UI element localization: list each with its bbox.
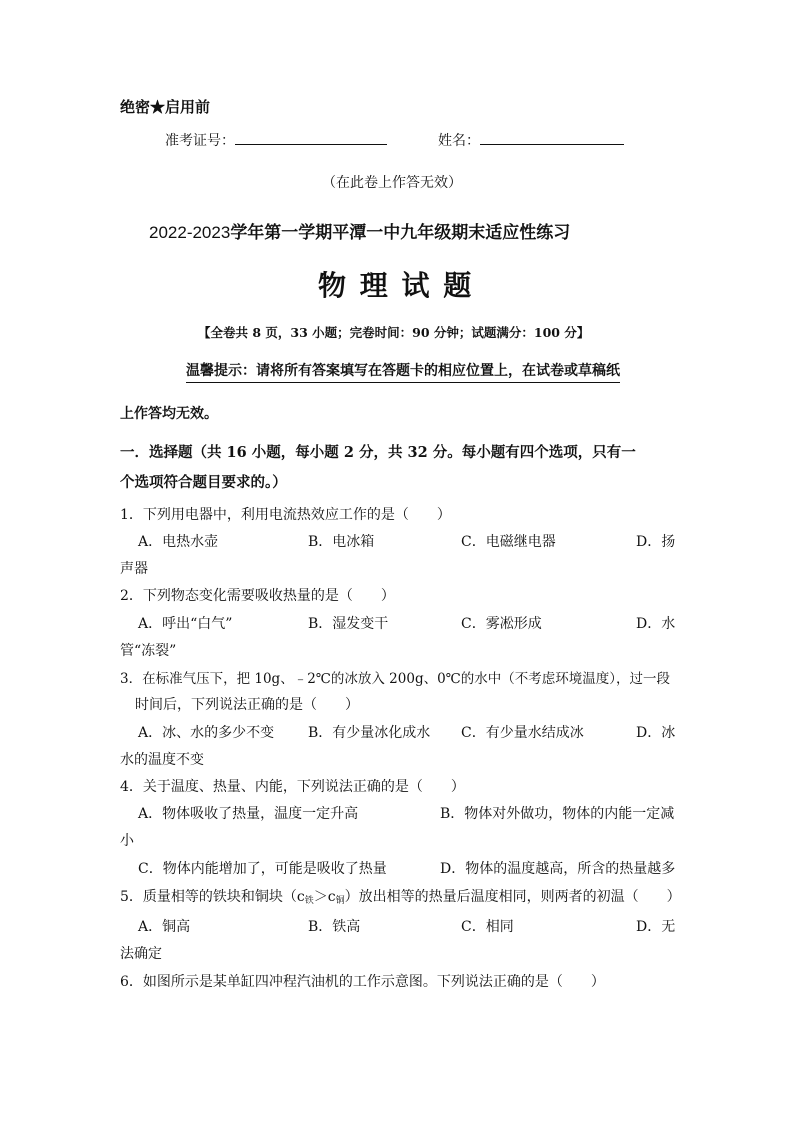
question-1-option-d-wrap: 声器: [120, 561, 148, 577]
question-5-option-d-wrap: 法确定: [120, 946, 162, 962]
question-4-option-a[interactable]: A．物体吸收了热量，温度一定升高: [138, 806, 359, 822]
question-1-option-a[interactable]: A．电热水壶: [138, 534, 219, 550]
name-field[interactable]: [480, 130, 624, 145]
question-1-option-d[interactable]: D．扬: [636, 534, 676, 550]
question-2-option-d-wrap: 管“冻裂”: [120, 643, 177, 659]
question-6-stem: 6．如图所示是某单缸四冲程汽油机的工作示意图。下列说法正确的是（ ）: [120, 974, 605, 990]
question-5-option-a[interactable]: A．铜高: [138, 919, 191, 935]
question-5-option-b[interactable]: B．铁高: [308, 919, 361, 935]
question-2-stem: 2．下列物态变化需要吸收热量的是（ ）: [120, 588, 395, 604]
question-5-option-d[interactable]: D．无: [636, 919, 676, 935]
reminder-line-2: 上作答均无效。: [120, 406, 218, 422]
exam-title-year: 2022-2023: [149, 223, 231, 242]
question-2-option-a[interactable]: A．呼出“白气”: [138, 616, 233, 632]
invalid-note: （在此卷上作答无效）: [322, 175, 462, 191]
exam-title: [149, 218, 570, 243]
question-1-stem: 1．下列用电器中，利用电流热效应工作的是（ ）: [120, 507, 451, 523]
exam-id-row: [165, 130, 387, 150]
question-4-stem: 4．关于温度、热量、内能，下列说法正确的是（ ）: [120, 779, 465, 795]
name-label: 姓名：: [438, 133, 480, 149]
question-4-option-b-wrap: 小: [120, 833, 134, 849]
question-2-option-c[interactable]: C．雾凇形成: [461, 616, 542, 632]
question-1-option-b[interactable]: B．电冰箱: [308, 534, 375, 550]
secret-mark: 绝密★启用前: [120, 98, 211, 116]
question-5-option-c[interactable]: C．相同: [461, 919, 514, 935]
question-5-stem: 5．质量相等的铁块和铜块$(c_铁>c_铜)$放出相等的热量后温度相同，则两者的初温（ ）: [120, 889, 681, 906]
question-3-option-a[interactable]: A．冰、水的多少不变: [138, 725, 275, 741]
section-heading-line-2: 个选项符合题目要求的。）: [120, 474, 287, 491]
name-row: [438, 130, 624, 150]
section-heading-line-1: 一．选择题（共 16 小题，每小题 2 分，共 32 分。每小题有四个选项，只有一: [120, 444, 636, 461]
subject-title: 物 理 试 题: [318, 269, 474, 302]
exam-info: 【全卷共 8 页，33 小题；完卷时间：90 分钟；试题满分：100 分】: [198, 325, 590, 340]
question-3-option-b[interactable]: B．有少量冰化成水: [308, 725, 431, 741]
question-2-option-d[interactable]: D．水: [636, 616, 676, 632]
question-4-option-c[interactable]: C．物体内能增加了，可能是吸收了热量: [138, 861, 387, 877]
question-2-option-b[interactable]: B．湿发变干: [308, 616, 389, 632]
question-4-option-b[interactable]: B．物体对外做功，物体的内能一定减: [440, 806, 675, 822]
reminder-line-1: 温馨提示：请将所有答案填写在答题卡的相应位置上，在试卷或草稿纸: [186, 360, 620, 380]
question-3-stem-line-2: 时间后，下列说法正确的是（ ）: [135, 697, 359, 713]
question-3-option-d[interactable]: D．冰: [636, 725, 676, 741]
exam-title-text: 学年第一学期平潭一中九年级期末适应性练习: [230, 223, 571, 243]
question-3-option-c[interactable]: C．有少量水结成冰: [461, 725, 584, 741]
question-1-option-c[interactable]: C．电磁继电器: [461, 534, 556, 550]
question-4-option-d[interactable]: D．物体的温度越高，所含的热量越多: [440, 861, 676, 877]
exam-id-field[interactable]: [235, 130, 387, 145]
question-3-stem-line-1: 3．在标准气压下，把 10g、﹣2℃的冰放入 200g、0℃的水中（不考虑环境温度），过一段: [120, 671, 671, 687]
exam-id-label: 准考证号：: [165, 133, 235, 149]
question-3-option-d-wrap: 水的温度不变: [120, 752, 204, 768]
